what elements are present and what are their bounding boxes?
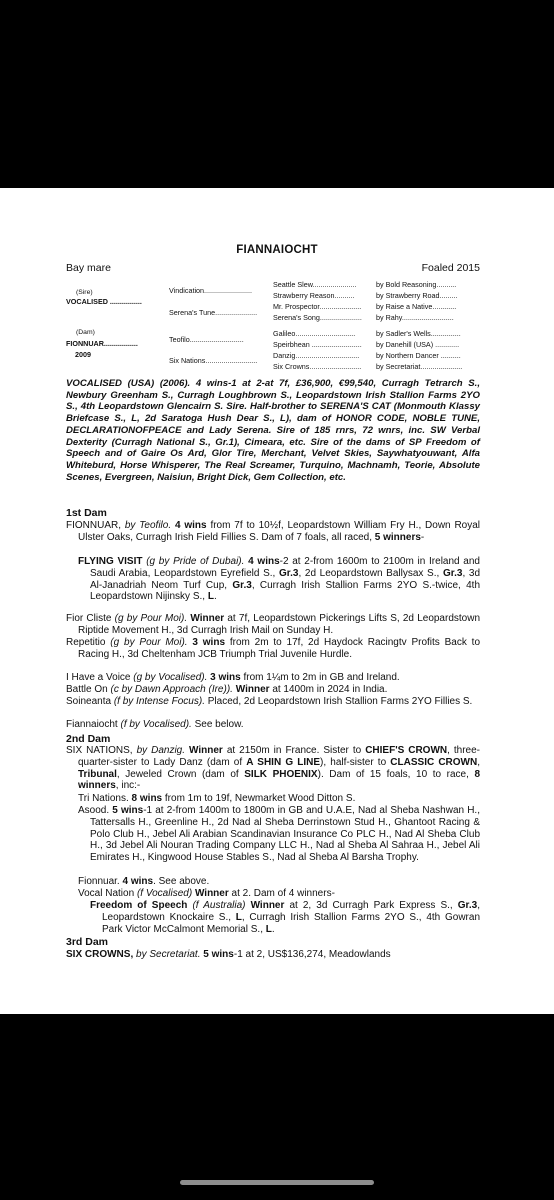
progeny-fiannaiocht: Fiannaiocht (f by Vocalised). See below. (66, 719, 244, 730)
progeny-repetitio: Repetitio (g by Pour Moi). 3 wins from 2m to 17f, 2d Haydock Racingtv Profits Back to Racing H., 3d Cheltenham JCB Triumph Trial Juvenile Hurdle. (66, 637, 481, 660)
foaled-date: Foaled 2015 (421, 262, 480, 274)
third-dam-heading: 3rd Dam (66, 936, 109, 948)
pedigree-serenas-tune: Serena's Tune..................... (169, 308, 258, 317)
pedigree-strawberry-reason: Strawberry Reason.......... (273, 291, 355, 300)
dam-role: (Dam) (76, 329, 95, 336)
pedigree-strawberry-road: by Strawberry Road......... (376, 291, 458, 300)
second-dam-entry: SIX NATIONS, by Danzig. Winner at 2150m in France. Sister to CHIEF'S CROWN, three-quarter-sister to Lady Danz (dam of A SHIN G LINE), half-sister to CLASSIC CROWN, Tribunal, Jeweled Crown (dam of SILK PHOENIX). Dam of 15 foals, 10 to race, 8 winners, inc:- (66, 745, 481, 792)
sire-name: VOCALISED ................ (66, 297, 142, 306)
sire-role: (Sire) (76, 289, 93, 296)
first-dam-heading: 1st Dam (66, 507, 107, 519)
progeny-fior-cliste: Fior Cliste (g by Pour Moi). Winner at 7f, Leopardstown Pickerings Lifts S, 2d Leopardstown Riptide Movement H., 3d Curragh Irish Mail on Sunday H. (66, 613, 481, 636)
pedigree-danehill: by Danehill (USA) ............ (376, 340, 460, 349)
pedigree-raise-a-native: by Raise a Native............ (376, 302, 457, 311)
home-indicator[interactable] (180, 1180, 374, 1185)
progeny-freedom-of-speech: Freedom of Speech (f Australia) Winner at 2, 3d Curragh Park Express S., Gr.3, Leopardstown Knockaire S., L, Curragh Irish Stallion Farms 2YO S., 4th Gowran Park Victor McCalmont Memorial S., L. (90, 900, 481, 935)
progeny-soineanta: Soineanta (f by Intense Focus). Placed, 2d Leopardstown Irish Stallion Farms 2YO Fillies S. (66, 696, 473, 707)
third-dam-entry: SIX CROWNS, by Secretariat. 5 wins-1 at 2, US$136,274, Meadowlands (66, 949, 391, 960)
second-dam-heading: 2nd Dam (66, 733, 111, 745)
pedigree-bold-reasoning: by Bold Reasoning.......... (376, 280, 457, 289)
pedigree-northern-dancer: by Northern Dancer .......... (376, 351, 461, 360)
page-title: FIANNAIOCHT (236, 244, 318, 256)
pedigree-rahy: by Rahy.......................... (376, 313, 454, 322)
dam-year: 2009 (75, 350, 91, 359)
first-dam-entry: FIONNUAR, by Teofilo. 4 wins from 7f to 10½f, Leopardstown William Fry H., Down Royal Ulster Oaks, Curragh Irish Field Fillies S. Dam of 7 foals, all raced, 5 winners- (66, 520, 481, 543)
horse-description: Bay mare (66, 262, 111, 274)
pedigree-sadlers-wells: by Sadler's Wells............... (376, 329, 461, 338)
pedigree-six-crowns: Six Crowns.......................... (273, 362, 362, 371)
progeny-battle-on: Battle On (c by Dawn Approach (Ire)). Winner at 1400m in 2024 in India. (66, 684, 388, 695)
pedigree-galileo: Galileo.............................. (273, 329, 356, 338)
pedigree-danzig: Danzig................................ (273, 351, 360, 360)
pedigree-six-nations: Six Nations.......................... (169, 356, 258, 365)
pedigree-speirbhean: Speirbhean ......................... (273, 340, 362, 349)
progeny-flying-visit: FLYING VISIT (g by Pride of Dubai). 4 wins-2 at 2-from 1600m to 2100m in Ireland and Saudi Arabia, Leopardstown Eyrefield S., Gr.3, 2d Leopardstown Ballysax S., Gr.3, 3d Al-Janadriah Neom Turf Cup, Gr.3, Curragh Irish Stallion Farms 2YO S.-twice, 4th Leopardstown Nijinsky S., L. (78, 556, 481, 603)
pedigree-vindication: Vindication........................ (169, 286, 252, 295)
dam-name: FIONNUAR................. (66, 339, 138, 348)
progeny-i-have-a-voice: I Have a Voice (g by Vocalised). 3 wins from 1¼m to 2m in GB and Ireland. (66, 672, 400, 683)
pedigree-seattle-slew: Seattle Slew...................... (273, 280, 357, 289)
progeny-vocal-nation: Vocal Nation (f Vocalised) Winner at 2. Dam of 4 winners- (78, 888, 335, 899)
pedigree-mr-prospector: Mr. Prospector..................... (273, 302, 362, 311)
progeny-tri-nations: Tri Nations. 8 wins from 1m to 19f, Newmarket Wood Ditton S. (78, 793, 356, 804)
progeny-asood: Asood. 5 wins-1 at 2-from 1400m to 1800m in GB and U.A.E, Nad al Sheba Nashwan H., Tattersalls H., Greenline H., 2d Nad al Sheba Derrinstown Stud H., Ghantoot Racing & Polo Club H., Jebel Ali Arabian Scandinavian Insurance Co PLC H., Nad Al Sheba Club H., 3d Jebel Ali Nouran Trading Company LLC H., Nad al Sheba Al Sahraa H., Jebel Ali Emirates H., Kingwood House Stables S., Nad al Sheba Al Barsha Trophy. (78, 805, 480, 864)
sire-paragraph: VOCALISED (USA) (2006). 4 wins-1 at 2-at 7f, £36,900, €99,540, Curragh Tetrarch S., Newbury Greenham S., Curragh Loughbrown S., Leopardstown Irish Stallion Farms 2YO S., 4th Leopardstown Glencairn S. Sire. Half-brother to SERENA'S CAT (Monmouth Klassy Briefcase S., L, 2d Saratoga Hush Dear S., L), dam of HONOR CODE, NOBLE TUNE, DECLARATIONOFPEACE and Lady Serena. Sire of 185 rnrs, 72 wnrs, inc. SW Verbal Dexterity (Curragh National S., Gr.1), Cimeara, etc. Sire of the dams of SP Freedom of Speech and of Gaire Os Ard, Glor Tire, Merchant, Velvet Skies, Saywhatyouwant, Alfa Whiteburd, Horse Whisperer, The Real Screamer, Turquino, Machnamh, Teorie, Absolute Scenes, Evergreen, Naisiun, Bright Dick, Gem Collection, etc. (66, 378, 480, 483)
pedigree-serenas-song: Serena's Song..................... (273, 313, 362, 322)
progeny-fionnuar: Fionnuar. 4 wins. See above. (78, 876, 210, 887)
pedigree-teofilo: Teofilo........................... (169, 335, 244, 344)
pedigree-secretariat: by Secretariat..................... (376, 362, 463, 371)
document-page (0, 188, 554, 1014)
